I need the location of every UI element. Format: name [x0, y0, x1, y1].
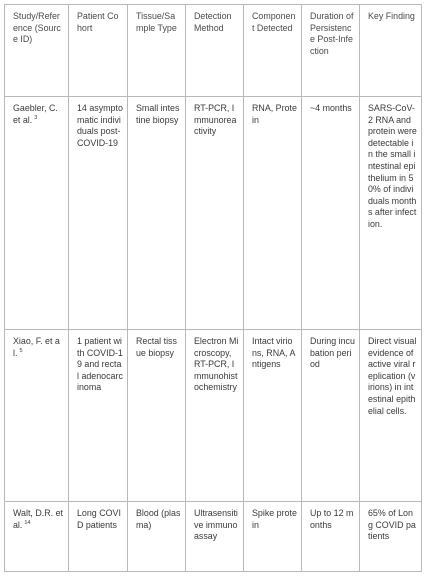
cell-reference [5, 330, 69, 502]
cell-method: RT-PCR, Immunoreactivity [186, 97, 244, 330]
corner-mark: · [422, 0, 424, 6]
source-id: 5 [19, 347, 23, 354]
cell-component: RNA, Protein [244, 97, 302, 330]
reference-text: Gaebler, C. et al. [13, 103, 58, 125]
cell-component: Spike protein [244, 502, 302, 572]
cell-duration: ~4 months [302, 97, 360, 330]
header-method: Detection Method [186, 5, 244, 97]
source-id: 3 [34, 114, 38, 121]
header-duration: Duration of Persistence Post-Infection [302, 5, 360, 97]
cell-cohort: Long COVID patients [69, 502, 128, 572]
cell-duration: Up to 12 months [302, 502, 360, 572]
cell-method: Ultrasensitive immunoassay [186, 502, 244, 572]
cell-tissue: Blood (plasma) [128, 502, 186, 572]
evidence-table [4, 4, 422, 572]
table-row [5, 330, 422, 502]
reference-text: Xiao, F. et al. [13, 336, 60, 358]
cell-cohort: 1 patient with COVID-19 and rectal adenocarcinoma [69, 330, 128, 502]
header-reference: Study/Reference (Source ID) [5, 5, 69, 97]
reference-text: Walt, D.R. et al. [13, 508, 63, 530]
cell-finding: 65% of Long COVID patients [360, 502, 422, 572]
table-row [5, 502, 422, 572]
cell-finding: SARS-CoV-2 RNA and protein were detectable in the small intestinal epithelium in 50% of individuals months after infection. [360, 97, 422, 330]
header-finding: Key Finding [360, 5, 422, 97]
cell-duration: During incubation period [302, 330, 360, 502]
cell-tissue: Small intestine biopsy [128, 97, 186, 330]
source-id: 14 [24, 519, 31, 526]
header-cohort: Patient Cohort [69, 5, 128, 97]
cell-method: Electron Microscopy, RT-PCR, Immunohistochemistry [186, 330, 244, 502]
cell-finding: Direct visual evidence of active viral replication (virions) in intestinal epithelial cells. [360, 330, 422, 502]
cell-cohort: 14 asymptomatic individuals post-COVID-19 [69, 97, 128, 330]
header-component: Component Detected [244, 5, 302, 97]
table-row [5, 97, 422, 330]
cell-tissue: Rectal tissue biopsy [128, 330, 186, 502]
header-tissue: Tissue/Sample Type [128, 5, 186, 97]
cell-component: Intact virions, RNA, Antigens [244, 330, 302, 502]
cell-reference [5, 97, 69, 330]
cell-reference [5, 502, 69, 572]
table-header-row [5, 5, 422, 97]
